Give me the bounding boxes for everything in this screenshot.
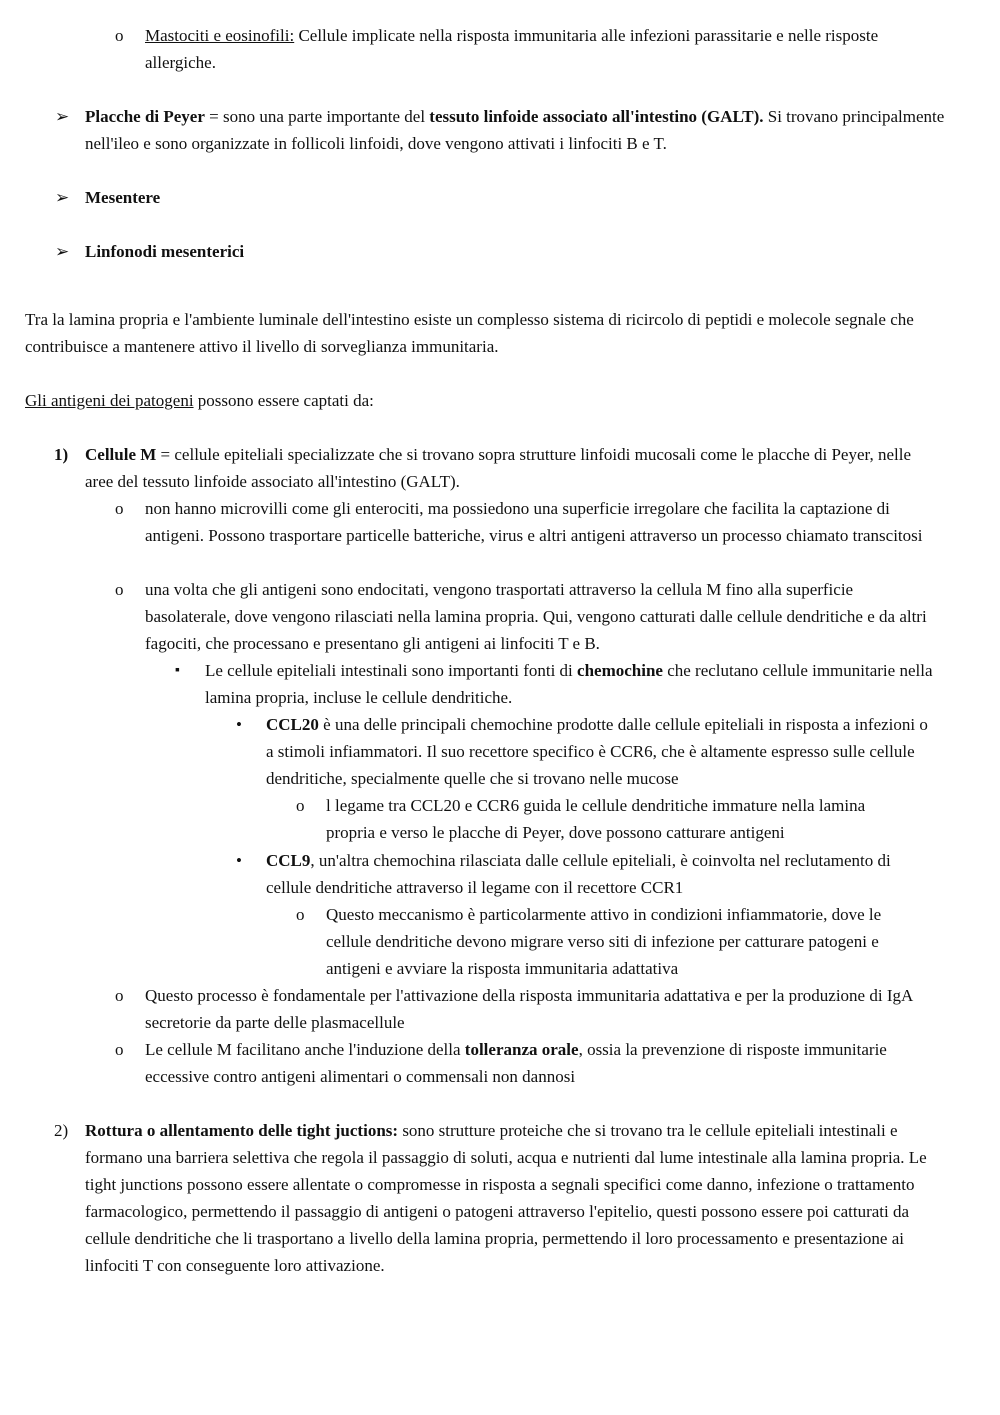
- list-item-linfonodi: [55, 238, 965, 265]
- sub-item-tolleranza: [115, 1036, 935, 1090]
- chemochine-term: chemochine: [577, 661, 663, 680]
- item-text: sono strutture proteiche che si trovano tra le cellule epiteliali intestinali e formano una barriera selettiva che regola il passaggio di soluti, acqua e nutrienti dal lume intestinale alla lamina propria. Le tight junctions possono essere allentate o compromesse in risposta a segnali specifici come danno, infezione o trattamento farmacologico, permettendo il passaggio di antigeni o patogeni attraverso l'epitelio, questi possono essere poi catturati da cellule dendritiche che li trasportano a livello della lamina propria, permettendo il loro processamento e presentazione ai linfociti T con conseguente loro attivazione.: [85, 1121, 927, 1275]
- arrow-marker-icon: ➢: [55, 188, 70, 207]
- list-item-mastociti: [115, 22, 925, 76]
- sub-item-ccl20-ccr6: [296, 792, 896, 846]
- sub-item-meccanismo: [296, 901, 921, 982]
- item-number: 2): [54, 1121, 69, 1140]
- numbered-item-1: [54, 441, 935, 495]
- numbered-item-2: [54, 1117, 940, 1279]
- sub-sub-item-chemochine: [175, 657, 935, 711]
- sub-item-text-2: che reclutano cellule immunitarie nella lamina propria, incluse le cellule dendritiche.: [205, 661, 933, 707]
- sub-item-text: l legame tra CCL20 e CCR6 guida le cellule dendritiche immature nella lamina propria e verso le placche di Peyer, dove possono catturare antigeni: [326, 796, 866, 842]
- item-text: , un'altra chemochina rilasciata dalle cellule epiteliali, è coinvolta nel reclutamento di cellule dendritiche attraverso il legame con il recettore CCR1: [266, 851, 891, 897]
- item-text: Cellule implicate nella risposta immunitaria alle infezioni parassitarie e nelle risposte allergiche.: [145, 26, 879, 72]
- circle-marker-icon: o: [115, 1040, 124, 1059]
- circle-marker-icon: o: [115, 580, 124, 599]
- circle-marker-icon: o: [115, 986, 124, 1005]
- sub-item-text-2: , ossia la prevenzione di risposte immunitarie eccessive contro antigeni alimentari o commensali non dannosi: [145, 1040, 887, 1086]
- square-marker-icon: ▪: [175, 663, 180, 678]
- bullet-marker-icon: •: [236, 851, 242, 870]
- list-item-mesentere: [55, 184, 965, 211]
- sub-item-microvilli: [115, 495, 935, 549]
- bullet-marker-icon: •: [236, 715, 242, 734]
- bullet-item-ccl9: [236, 847, 936, 901]
- sub-item-text: non hanno microvilli come gli enterociti, ma possiedono una superficie irregolare che facilita la captazione di antigeni. Possono trasportare particelle batteriche, virus e altri antigeni attraverso un processo chiamato transcitosi: [145, 499, 923, 545]
- paragraph-text: possono essere captati da:: [193, 391, 374, 410]
- sub-item-processo: [115, 982, 935, 1036]
- item-label: Mastociti e eosinofili:: [145, 26, 295, 45]
- circle-marker-icon: o: [115, 499, 124, 518]
- circle-marker-icon: o: [296, 905, 305, 924]
- sub-item-text: Questo processo è fondamentale per l'attivazione della risposta immunitaria adattativa e per la produzione di IgA secretorie da parte delle plasmacellule: [145, 986, 913, 1032]
- sub-item-text: Le cellule epiteliali intestinali sono importanti fonti di: [205, 661, 578, 680]
- item-label: CCL20: [266, 715, 319, 734]
- item-label: Mesentere: [85, 188, 161, 207]
- sub-item-text: Le cellule M facilitano anche l'induzione della: [145, 1040, 465, 1059]
- item-label: Cellule M: [85, 445, 157, 464]
- item-text: = sono una parte importante del: [204, 107, 430, 126]
- underlined-term: Gli antigeni dei patogeni: [25, 391, 194, 410]
- paragraph-ricircolo: Tra la lamina propria e l'ambiente luminale dell'intestino esiste un complesso sistema di ricircolo di peptidi e molecole segnale che contribuisce a mantenere attivo il livello di sorveglianza immunitaria.: [25, 310, 914, 356]
- item-number: 1): [54, 445, 69, 464]
- arrow-marker-icon: ➢: [55, 107, 70, 126]
- galt-term: tessuto linfoide associato all'intestino (GALT).: [429, 107, 764, 126]
- arrow-marker-icon: ➢: [55, 242, 70, 261]
- circle-marker-icon: o: [115, 26, 124, 45]
- item-text: è una delle principali chemochine prodotte dalle cellule epiteliali in risposta a infezioni o a stimoli infiammatori. Il suo recettore specifico è CCR6, che è altamente espresso sulle cellule dendritiche, specialmente quelle che si trovano nelle mucose: [266, 715, 928, 788]
- sub-item-endocitati: [115, 576, 940, 657]
- circle-marker-icon: o: [296, 796, 305, 815]
- item-label: CCL9: [266, 851, 311, 870]
- paragraph-antigeni: [25, 387, 950, 414]
- item-label: Placche di Peyer: [85, 107, 205, 126]
- list-item-peyer: [55, 103, 965, 157]
- sub-item-text: Questo meccanismo è particolarmente attivo in condizioni infiammatorie, dove le cellule dendritiche devono migrare verso siti di infezione per catturare patogeni e antigeni e avviare la risposta immunitaria adattativa: [326, 905, 882, 978]
- tolleranza-term: tolleranza orale: [464, 1040, 579, 1059]
- item-label: Rottura o allentamento delle tight juctions:: [85, 1121, 399, 1140]
- sub-item-text: una volta che gli antigeni sono endocitati, vengono trasportati attraverso la cellula M fino alla superficie basolaterale, dove vengono rilasciati nella lamina propria. Qui, vengono catturati dalle cellule dendritiche e da altri fagociti, che processano e presentano gli antigeni ai linfociti T e B.: [145, 580, 927, 653]
- item-text: = cellule epiteliali specializzate che si trovano sopra strutture linfoidi mucosali come le placche di Peyer, nelle aree del tessuto linfoide associato all'intestino (GALT).: [85, 445, 912, 491]
- bullet-item-ccl20: [236, 711, 936, 792]
- item-text-2: Si trovano principalmente nell'ileo e sono organizzate in follicoli linfoidi, dove vengono attivati i linfociti B e T.: [85, 107, 945, 153]
- item-label: Linfonodi mesenterici: [85, 242, 245, 261]
